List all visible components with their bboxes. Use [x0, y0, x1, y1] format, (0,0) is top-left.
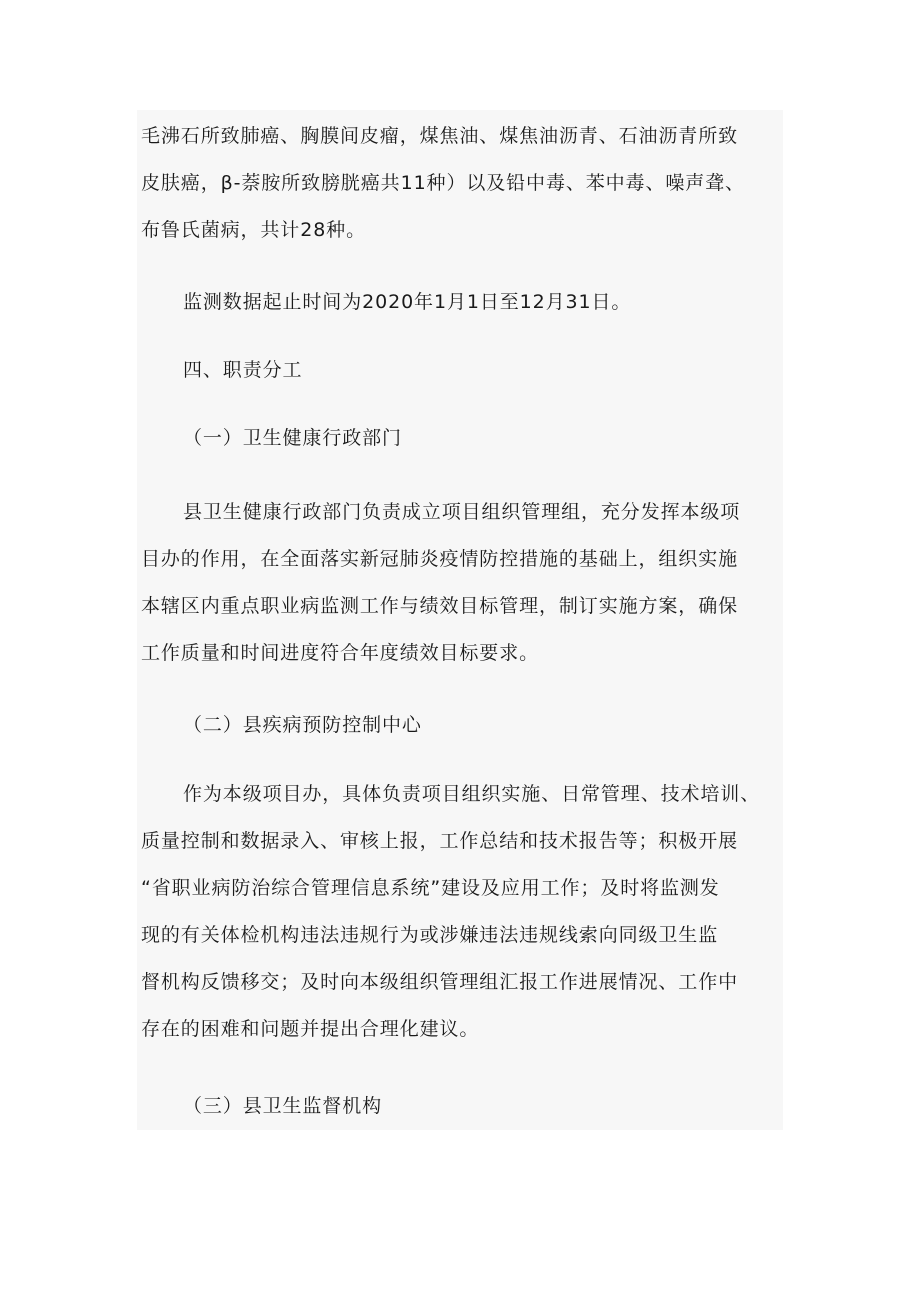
paragraph-monitoring-period: [141, 279, 783, 326]
text-line: 县卫生健康行政部门负责成立项目组织管理组，充分发挥本级项: [183, 501, 741, 523]
text-line: 督机构反馈移交；及时向本级组织管理组汇报工作进展情况、工作中: [141, 971, 739, 993]
text-line: 毛沸石所致肺癌、胸膜间皮瘤，煤焦油、煤焦油沥青、石油沥青所致: [141, 125, 739, 147]
text-line: 存在的困难和问题并提出合理化建议。: [141, 1018, 480, 1040]
text-line: 本辖区内重点职业病监测工作与绩效目标管理，制订实施方案，确保: [141, 595, 739, 617]
text-line: 质量控制和数据录入、审核上报，工作总结和技术报告等；积极开展: [141, 830, 739, 852]
text-line: （二）县疾病预防控制中心: [183, 714, 422, 736]
text-line: 工作质量和时间进度符合年度绩效目标要求。: [141, 642, 540, 664]
subheading-cdc: [141, 702, 783, 749]
paragraph-disease-list: [141, 113, 783, 254]
text-line: （一）卫生健康行政部门: [183, 427, 402, 449]
text-line: “省职业病防治综合管理信息系统”建设及应用工作；及时将监测发: [141, 877, 720, 899]
paragraph-health-admin: [141, 489, 783, 677]
text-line: 四、职责分工: [183, 359, 303, 381]
text-line: 现的有关体检机构违法违规行为或涉嫌违法违规线索向同级卫生监: [141, 924, 719, 946]
text-line: 作为本级项目办，具体负责项目组织实施、日常管理、技术培训、: [183, 783, 761, 805]
section-heading-responsibilities: [141, 347, 783, 394]
text-line: 监测数据起止时间为2020年1月1日至12月31日。: [183, 291, 632, 313]
paragraph-cdc: [141, 771, 783, 1053]
text-line: 皮肤癌，β-萘胺所致膀胱癌共11种）以及铅中毒、苯中毒、噪声聋、: [141, 172, 745, 194]
subheading-health-admin: [141, 415, 783, 462]
text-line: 目办的作用，在全面落实新冠肺炎疫情防控措施的基础上，组织实施: [141, 548, 739, 570]
subheading-health-supervision: [141, 1083, 783, 1130]
text-line: （三）县卫生监督机构: [183, 1095, 383, 1117]
text-line: 布鲁氏菌病，共计28种。: [141, 219, 366, 241]
